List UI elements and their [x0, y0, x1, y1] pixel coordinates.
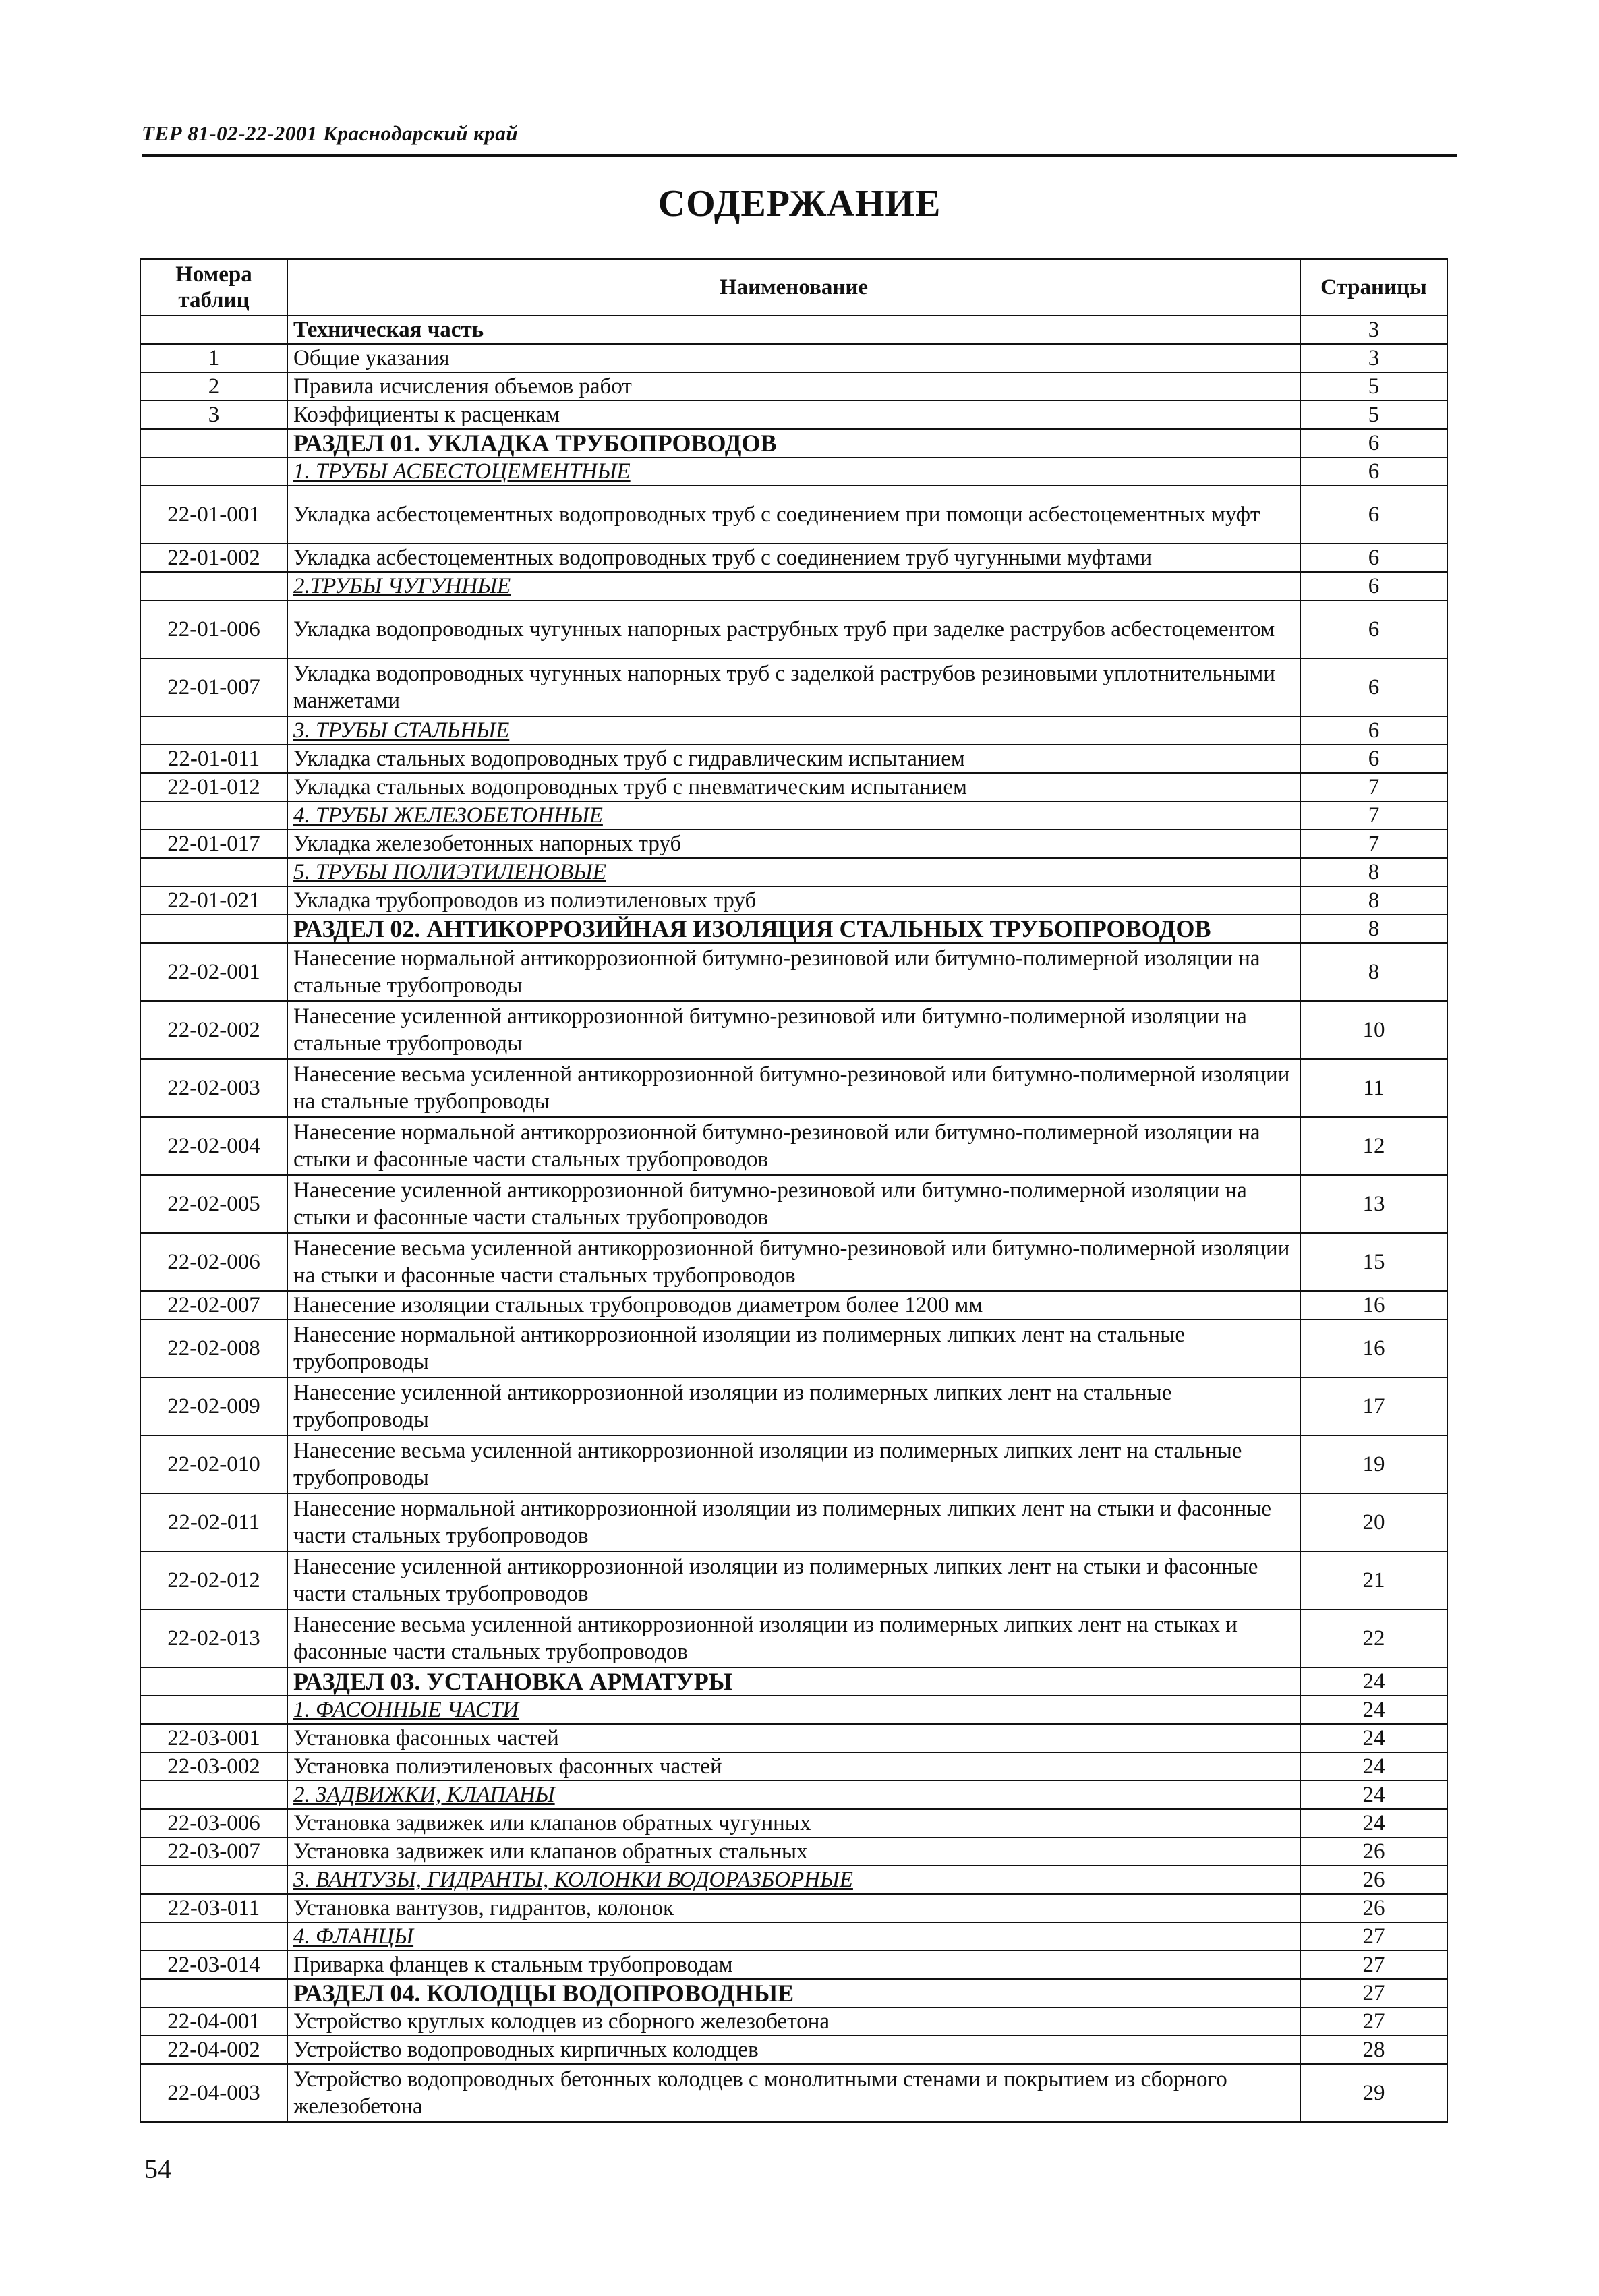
table-number-cell: 22-01-017	[140, 830, 287, 858]
table-row	[140, 600, 1447, 658]
table-row	[140, 316, 1447, 344]
section-row	[140, 1667, 1447, 1696]
table-number-cell: 22-02-010	[140, 1435, 287, 1493]
page-cell: 8	[1300, 858, 1447, 886]
name-cell: 2.ТРУБЫ ЧУГУННЫЕ	[287, 572, 1300, 600]
name-cell: Правила исчисления объемов работ	[287, 372, 1300, 401]
table-number-cell: 22-02-006	[140, 1233, 287, 1291]
page-cell: 27	[1300, 2007, 1447, 2036]
name-cell: Нанесение усиленной антикоррозионной битумно-резиновой или битумно-полимерной изоляции на стальные трубопроводы	[287, 1001, 1300, 1059]
running-header	[142, 121, 1457, 146]
table-number-cell	[140, 1667, 287, 1696]
page-cell: 27	[1300, 1922, 1447, 1951]
page-cell: 21	[1300, 1551, 1447, 1609]
subsection-row	[140, 1696, 1447, 1724]
table-number-cell: 1	[140, 344, 287, 372]
contents-table	[140, 258, 1448, 2123]
table-row	[140, 1493, 1447, 1551]
page-cell: 6	[1300, 572, 1447, 600]
table-number-cell: 22-01-006	[140, 600, 287, 658]
name-cell: Нанесение весьма усиленной антикоррозионной изоляции из полимерных липких лент на стальные трубопроводы	[287, 1435, 1300, 1493]
name-cell: Нанесение весьма усиленной антикоррозионной битумно-резиновой или битумно-полимерной изоляции на стальные трубопроводы	[287, 1059, 1300, 1117]
table-row	[140, 1809, 1447, 1837]
name-cell: Коэффициенты к расценкам	[287, 401, 1300, 429]
table-row	[140, 1609, 1447, 1667]
header-table-numbers: Номера таблиц	[140, 259, 287, 316]
table-row	[140, 943, 1447, 1001]
table-row	[140, 486, 1447, 544]
page-cell: 22	[1300, 1609, 1447, 1667]
table-number-cell	[140, 1979, 287, 2007]
name-cell: 2. ЗАДВИЖКИ, КЛАПАНЫ	[287, 1781, 1300, 1809]
page-cell: 26	[1300, 1894, 1447, 1922]
page-cell: 5	[1300, 372, 1447, 401]
page-cell: 6	[1300, 745, 1447, 773]
table-row	[140, 1059, 1447, 1117]
page-cell: 19	[1300, 1435, 1447, 1493]
name-cell: Устройство водопроводных бетонных колодцев с монолитными стенами и покрытием из сборного железобетона	[287, 2064, 1300, 2122]
page-cell: 26	[1300, 1866, 1447, 1894]
page-cell: 16	[1300, 1291, 1447, 1319]
page-cell: 7	[1300, 801, 1447, 830]
table-number-cell: 3	[140, 401, 287, 429]
page-cell: 24	[1300, 1696, 1447, 1724]
name-cell: Укладка железобетонных напорных труб	[287, 830, 1300, 858]
table-number-cell: 2	[140, 372, 287, 401]
table-number-cell: 22-02-008	[140, 1319, 287, 1377]
table-number-cell: 22-03-006	[140, 1809, 287, 1837]
page-cell: 6	[1300, 600, 1447, 658]
table-number-cell: 22-01-007	[140, 658, 287, 716]
table-number-cell: 22-02-001	[140, 943, 287, 1001]
page-cell: 5	[1300, 401, 1447, 429]
contents-body	[140, 316, 1447, 2122]
name-cell: РАЗДЕЛ 04. КОЛОДЦЫ ВОДОПРОВОДНЫЕ	[287, 1979, 1300, 2007]
name-cell: Техническая часть	[287, 316, 1300, 344]
subsection-row	[140, 858, 1447, 886]
page-cell: 8	[1300, 886, 1447, 915]
page-cell: 27	[1300, 1979, 1447, 2007]
table-number-cell: 22-02-012	[140, 1551, 287, 1609]
table-row	[140, 1319, 1447, 1377]
table-number-cell: 22-03-011	[140, 1894, 287, 1922]
table-number-cell	[140, 316, 287, 344]
table-row	[140, 1724, 1447, 1752]
name-cell: 3. ТРУБЫ СТАЛЬНЫЕ	[287, 716, 1300, 745]
header-rule	[142, 154, 1457, 157]
table-number-cell	[140, 1922, 287, 1951]
subsection-row	[140, 1922, 1447, 1951]
name-cell: Укладка асбестоцементных водопроводных труб с соединением труб чугунными муфтами	[287, 544, 1300, 572]
page-cell: 24	[1300, 1724, 1447, 1752]
table-number-cell	[140, 572, 287, 600]
page-cell: 16	[1300, 1319, 1447, 1377]
name-cell: Нанесение нормальной антикоррозионной изоляции из полимерных липких лент на стальные трубопроводы	[287, 1319, 1300, 1377]
page-cell: 11	[1300, 1059, 1447, 1117]
name-cell: Устройство водопроводных кирпичных колодцев	[287, 2036, 1300, 2064]
subsection-row	[140, 1866, 1447, 1894]
name-cell: 1. ФАСОННЫЕ ЧАСТИ	[287, 1696, 1300, 1724]
table-row	[140, 1233, 1447, 1291]
name-cell: Нанесение усиленной антикоррозионной изоляции из полимерных липких лент на стальные трубопроводы	[287, 1377, 1300, 1435]
table-number-cell: 22-01-021	[140, 886, 287, 915]
table-row	[140, 401, 1447, 429]
page-cell: 8	[1300, 915, 1447, 943]
page-cell: 6	[1300, 429, 1447, 457]
table-number-cell: 22-02-007	[140, 1291, 287, 1319]
header-pages: Страницы	[1300, 259, 1447, 316]
name-cell: Нанесение изоляции стальных трубопроводов диаметром более 1200 мм	[287, 1291, 1300, 1319]
table-row	[140, 1435, 1447, 1493]
table-row	[140, 886, 1447, 915]
table-row	[140, 372, 1447, 401]
page-cell: 24	[1300, 1781, 1447, 1809]
table-row	[140, 773, 1447, 801]
name-cell: Нанесение весьма усиленной антикоррозионной изоляции из полимерных липких лент на стыках и фасонные части стальных трубопроводов	[287, 1609, 1300, 1667]
page-cell: 7	[1300, 830, 1447, 858]
table-number-cell: 22-02-005	[140, 1175, 287, 1233]
name-cell: 5. ТРУБЫ ПОЛИЭТИЛЕНОВЫЕ	[287, 858, 1300, 886]
subsection-row	[140, 716, 1447, 745]
table-number-cell: 22-02-013	[140, 1609, 287, 1667]
name-cell: Установка задвижек или клапанов обратных чугунных	[287, 1809, 1300, 1837]
page-cell: 6	[1300, 544, 1447, 572]
table-row	[140, 658, 1447, 716]
page-cell: 20	[1300, 1493, 1447, 1551]
table-number-cell	[140, 1781, 287, 1809]
table-number-cell: 22-03-001	[140, 1724, 287, 1752]
name-cell: РАЗДЕЛ 01. УКЛАДКА ТРУБОПРОВОДОВ	[287, 429, 1300, 457]
table-number-cell: 22-02-009	[140, 1377, 287, 1435]
subsection-row	[140, 572, 1447, 600]
table-number-cell	[140, 716, 287, 745]
name-cell: Приварка фланцев к стальным трубопроводам	[287, 1951, 1300, 1979]
page-cell: 24	[1300, 1809, 1447, 1837]
table-number-cell: 22-02-002	[140, 1001, 287, 1059]
document-code: ТЕР 81-02-22-2001 Краснодарский край	[142, 121, 519, 145]
table-number-cell	[140, 1866, 287, 1894]
table-number-cell: 22-01-012	[140, 773, 287, 801]
table-row	[140, 544, 1447, 572]
page-cell: 8	[1300, 943, 1447, 1001]
table-number-cell: 22-03-014	[140, 1951, 287, 1979]
table-row	[140, 1117, 1447, 1175]
name-cell: Нанесение нормальной антикоррозионной битумно-резиновой или битумно-полимерной изоляции на стальные трубопроводы	[287, 943, 1300, 1001]
page-cell: 7	[1300, 773, 1447, 801]
name-cell: Общие указания	[287, 344, 1300, 372]
table-number-cell: 22-03-002	[140, 1752, 287, 1781]
page-cell: 27	[1300, 1951, 1447, 1979]
table-number-cell: 22-02-003	[140, 1059, 287, 1117]
table-number-cell	[140, 801, 287, 830]
table-number-cell: 22-02-011	[140, 1493, 287, 1551]
section-row	[140, 1979, 1447, 2007]
page-cell: 12	[1300, 1117, 1447, 1175]
page-cell: 15	[1300, 1233, 1447, 1291]
section-row	[140, 429, 1447, 457]
name-cell: Укладка трубопроводов из полиэтиленовых труб	[287, 886, 1300, 915]
page-cell: 10	[1300, 1001, 1447, 1059]
table-row	[140, 1001, 1447, 1059]
page-cell: 26	[1300, 1837, 1447, 1866]
name-cell: Укладка водопроводных чугунных напорных труб с заделкой раструбов резиновыми уплотнительными манжетами	[287, 658, 1300, 716]
page-cell: 6	[1300, 716, 1447, 745]
table-number-cell	[140, 429, 287, 457]
page-cell: 17	[1300, 1377, 1447, 1435]
table-row	[140, 1551, 1447, 1609]
name-cell: 1. ТРУБЫ АСБЕСТОЦЕМЕНТНЫЕ	[287, 457, 1300, 486]
name-cell: Укладка стальных водопроводных труб с пневматическим испытанием	[287, 773, 1300, 801]
table-row	[140, 1291, 1447, 1319]
table-number-cell: 22-04-001	[140, 2007, 287, 2036]
table-row	[140, 344, 1447, 372]
name-cell: Устройство круглых колодцев из сборного железобетона	[287, 2007, 1300, 2036]
page-cell: 6	[1300, 457, 1447, 486]
table-row	[140, 830, 1447, 858]
table-row	[140, 1894, 1447, 1922]
page-cell: 6	[1300, 658, 1447, 716]
table-number-cell: 22-01-011	[140, 745, 287, 773]
table-number-cell: 22-01-002	[140, 544, 287, 572]
page-cell: 28	[1300, 2036, 1447, 2064]
name-cell: 4. ТРУБЫ ЖЕЛЕЗОБЕТОННЫЕ	[287, 801, 1300, 830]
table-number-cell: 22-04-002	[140, 2036, 287, 2064]
name-cell: Установка вантузов, гидрантов, колонок	[287, 1894, 1300, 1922]
table-number-cell	[140, 858, 287, 886]
table-row	[140, 1175, 1447, 1233]
table-header-row	[140, 259, 1447, 316]
table-number-cell: 22-02-004	[140, 1117, 287, 1175]
table-number-cell: 22-01-001	[140, 486, 287, 544]
name-cell: Установка фасонных частей	[287, 1724, 1300, 1752]
name-cell: Установка полиэтиленовых фасонных частей	[287, 1752, 1300, 1781]
subsection-row	[140, 1781, 1447, 1809]
subsection-row	[140, 801, 1447, 830]
name-cell: Нанесение усиленной антикоррозионной изоляции из полимерных липких лент на стыки и фасонные части стальных трубопроводов	[287, 1551, 1300, 1609]
table-row	[140, 1377, 1447, 1435]
name-cell: РАЗДЕЛ 02. АНТИКОРРОЗИЙНАЯ ИЗОЛЯЦИЯ СТАЛЬНЫХ ТРУБОПРОВОДОВ	[287, 915, 1300, 943]
table-number-cell	[140, 1696, 287, 1724]
table-number-cell: 22-04-003	[140, 2064, 287, 2122]
table-row	[140, 1837, 1447, 1866]
name-cell: Нанесение нормальной антикоррозионной изоляции из полимерных липких лент на стыки и фасонные части стальных трубопроводов	[287, 1493, 1300, 1551]
name-cell: 4. ФЛАНЦЫ	[287, 1922, 1300, 1951]
name-cell: Нанесение нормальной антикоррозионной битумно-резиновой или битумно-полимерной изоляции на стыки и фасонные части стальных трубопроводов	[287, 1117, 1300, 1175]
page-cell: 29	[1300, 2064, 1447, 2122]
name-cell: РАЗДЕЛ 03. УСТАНОВКА АРМАТУРЫ	[287, 1667, 1300, 1696]
subsection-row	[140, 457, 1447, 486]
name-cell: Укладка стальных водопроводных труб с гидравлическим испытанием	[287, 745, 1300, 773]
table-row	[140, 2036, 1447, 2064]
table-number-cell: 22-03-007	[140, 1837, 287, 1866]
name-cell: Нанесение усиленной антикоррозионной битумно-резиновой или битумно-полимерной изоляции на стыки и фасонные части стальных трубопроводов	[287, 1175, 1300, 1233]
table-row	[140, 1752, 1447, 1781]
section-row	[140, 915, 1447, 943]
page-number: 54	[144, 2154, 171, 2184]
page-cell: 6	[1300, 486, 1447, 544]
table-row	[140, 1951, 1447, 1979]
name-cell: Укладка водопроводных чугунных напорных раструбных труб при заделке раструбов асбестоцементом	[287, 600, 1300, 658]
page-cell: 24	[1300, 1667, 1447, 1696]
table-row	[140, 2064, 1447, 2122]
header-name: Наименование	[287, 259, 1300, 316]
page-cell: 24	[1300, 1752, 1447, 1781]
name-cell: Укладка асбестоцементных водопроводных труб с соединением при помощи асбестоцементных муфт	[287, 486, 1300, 544]
table-row	[140, 2007, 1447, 2036]
name-cell: 3. ВАНТУЗЫ, ГИДРАНТЫ, КОЛОНКИ ВОДОРАЗБОРНЫЕ	[287, 1866, 1300, 1894]
table-number-cell	[140, 457, 287, 486]
page-title: СОДЕРЖАНИЕ	[658, 183, 941, 225]
table-number-cell	[140, 915, 287, 943]
page-cell: 13	[1300, 1175, 1447, 1233]
page-cell: 3	[1300, 316, 1447, 344]
table-row	[140, 745, 1447, 773]
page-cell: 3	[1300, 344, 1447, 372]
name-cell: Нанесение весьма усиленной антикоррозионной битумно-резиновой или битумно-полимерной изоляции на стыки и фасонные части стальных трубопроводов	[287, 1233, 1300, 1291]
name-cell: Установка задвижек или клапанов обратных стальных	[287, 1837, 1300, 1866]
